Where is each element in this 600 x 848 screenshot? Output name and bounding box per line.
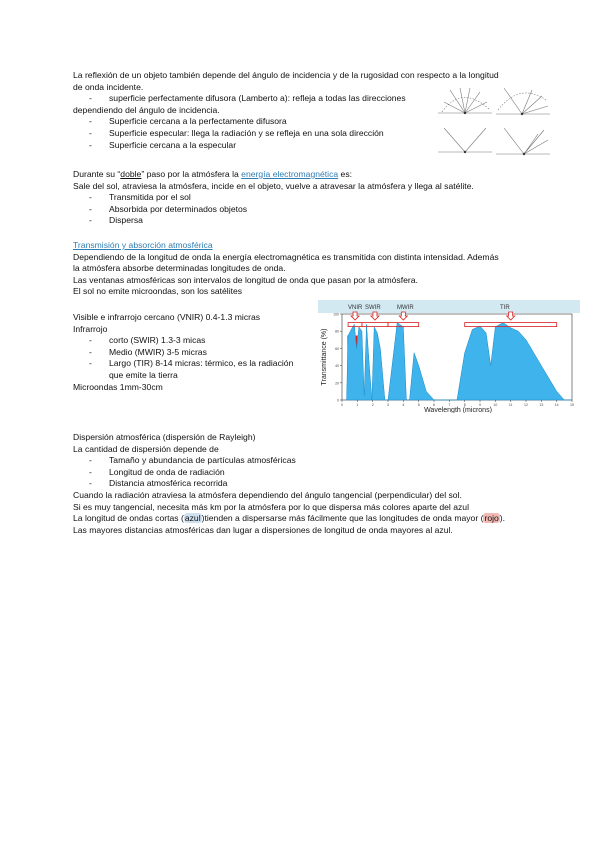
- x-tick-label: 2: [371, 403, 374, 407]
- x-tick-label: 12: [524, 403, 528, 407]
- reflection-intro-1: La reflexión de un objeto también depende del ángulo de incidencia y de la rugosidad con respecto a la longitud: [73, 70, 499, 80]
- atmosphere-pre: Durante su “: [73, 169, 121, 179]
- x-tick-label: 15: [570, 403, 574, 407]
- vnir-line: Visible e infrarrojo cercano (VNIR) 0.4-1.3 micras: [73, 312, 261, 322]
- bullet-specular: - Superficie especular: llega la radiación y se refleja en una sola dirección: [73, 128, 499, 140]
- dispersion-heading: Dispersión atmosférica (dispersión de Rayleigh): [73, 432, 256, 442]
- dispersion-line-3: [73, 513, 505, 525]
- y-tick-label: 60: [335, 346, 339, 351]
- bullet-absorbida: - Absorbida por determinados objetos: [73, 204, 474, 216]
- line3-mid: )tienden a dispersarse más fácilmente que las longitudes de onda mayor (: [201, 513, 484, 524]
- azul-highlight: azul: [184, 513, 201, 524]
- transmission-section: [73, 240, 499, 298]
- atmosphere-post: es:: [338, 169, 353, 179]
- bullet-diffuse-near: - Superficie cercana a la perfectamente difusora: [73, 116, 499, 128]
- dispersion-line-2: Si es muy tangencial, necesita más km por la atmósfera por lo que dispersa más colores aparte del azul: [73, 501, 469, 512]
- bullet-lambert: - superficie perfectamente difusora (Lamberto a): refleja a todas las direcciones: [73, 93, 499, 105]
- tir-text-2: que emite la tierra: [109, 369, 178, 380]
- y-tick-label: 100: [333, 312, 339, 317]
- bullet-transmitida: - Transmitida por el sol: [73, 192, 474, 204]
- x-tick-label: 7: [448, 403, 451, 407]
- link-energia-electromagnetica[interactable]: energía electromagnética: [241, 169, 339, 179]
- y-axis-label: Transmittance (%): [321, 328, 328, 386]
- transmission-line-3: Las ventanas atmosféricas son intervalos de longitud de onda que pasan por la atmósfera.: [73, 274, 418, 285]
- band-label-vnir: VNIR: [348, 305, 363, 311]
- bullet-particulas: - Tamaño y abundancia de partículas atmosféricas: [73, 455, 505, 467]
- reflection-intro-2: de onda incidente.: [73, 81, 144, 92]
- infrared-line: Infrarrojo: [73, 323, 108, 334]
- x-tick-label: 9: [479, 403, 481, 407]
- bullet-longitud: - Longitud de onda de radiación: [73, 467, 505, 479]
- atmosphere-line-1: [73, 169, 474, 181]
- dispersion-line-1: Cuando la radiación atraviesa la atmósfera dependiendo del ángulo tangencial (perpendicular) del sol.: [73, 489, 462, 500]
- rojo-highlight: rojo: [484, 513, 499, 524]
- bullet-distancia: - Distancia atmosférica recorrida: [73, 478, 505, 490]
- tir-text-1: Largo (TIR) 8-14 micras: térmico, es la radiación: [109, 358, 294, 369]
- transmission-line-2: la atmósfera absorbe determinadas longitudes de onda.: [73, 263, 286, 274]
- bullet-specular-near: - Superficie cercana a la especular: [73, 140, 499, 152]
- band-label-tir: TIR: [500, 305, 510, 311]
- x-tick-label: 6: [433, 403, 435, 407]
- y-tick-label: 80: [335, 329, 339, 334]
- bullet-swir: - corto (SWIR) 1.3-3 micas: [73, 335, 308, 347]
- dispersion-line-4: Las mayores distancias atmosféricas dan lugar a dispersiones de longitud de onda mayores al azul.: [73, 524, 453, 535]
- reflection-diagram: [432, 80, 552, 162]
- atmosphere-section: [73, 169, 474, 227]
- bullet-dispersa: - Dispersa: [73, 215, 474, 227]
- band-label-mwir: MWIR: [397, 305, 414, 311]
- bands-list: [73, 312, 308, 393]
- band-label-swir: SWIR: [365, 305, 381, 311]
- x-axis-label: Wavelength (microns): [424, 407, 492, 413]
- x-tick-label: 8: [463, 403, 466, 407]
- y-tick-label: 40: [335, 364, 339, 369]
- bullet-tir: [73, 358, 308, 381]
- reflection-depends: dependiendo del ángulo de incidencia.: [73, 104, 220, 115]
- transmittance-chart: [318, 300, 580, 413]
- x-tick-label: 10: [493, 403, 498, 407]
- x-tick-label: 11: [508, 403, 513, 407]
- dispersion-section: [73, 432, 505, 536]
- microwave-line: Microondas 1mm-30cm: [73, 381, 163, 392]
- transmission-line-1: Dependiendo de la longitud de onda la energía electromagnética es transmitida con distinta intensidad. Además: [73, 251, 499, 262]
- x-tick-label: 0: [341, 403, 343, 407]
- x-tick-label: 3: [387, 403, 389, 407]
- transmission-heading[interactable]: Transmisión y absorción atmosférica: [73, 240, 213, 250]
- x-tick-label: 4: [402, 403, 405, 407]
- line3-post: ).: [499, 513, 506, 524]
- x-tick-label: 5: [417, 403, 420, 407]
- transmission-line-4: El sol no emite microondas, son los satélites: [73, 286, 243, 297]
- dispersion-intro: La cantidad de dispersión depende de: [73, 443, 219, 454]
- doble-word: doble: [120, 169, 142, 179]
- atmosphere-line-2: Sale del sol, atraviesa la atmósfera, incide en el objeto, vuelve a atravesar la atmósfera y llega al satélite.: [73, 180, 474, 191]
- bullet-mwir: - Medio (MWIR) 3-5 micras: [73, 347, 308, 359]
- line3-pre: La longitud de ondas cortas (: [73, 513, 184, 524]
- x-tick-label: 13: [539, 403, 544, 407]
- x-tick-label: 14: [554, 403, 559, 407]
- atmosphere-mid: ” paso por la atmósfera la: [141, 169, 242, 179]
- x-tick-label: 1: [356, 403, 359, 407]
- y-tick-label: 0: [337, 398, 339, 403]
- y-tick-label: 20: [335, 381, 339, 386]
